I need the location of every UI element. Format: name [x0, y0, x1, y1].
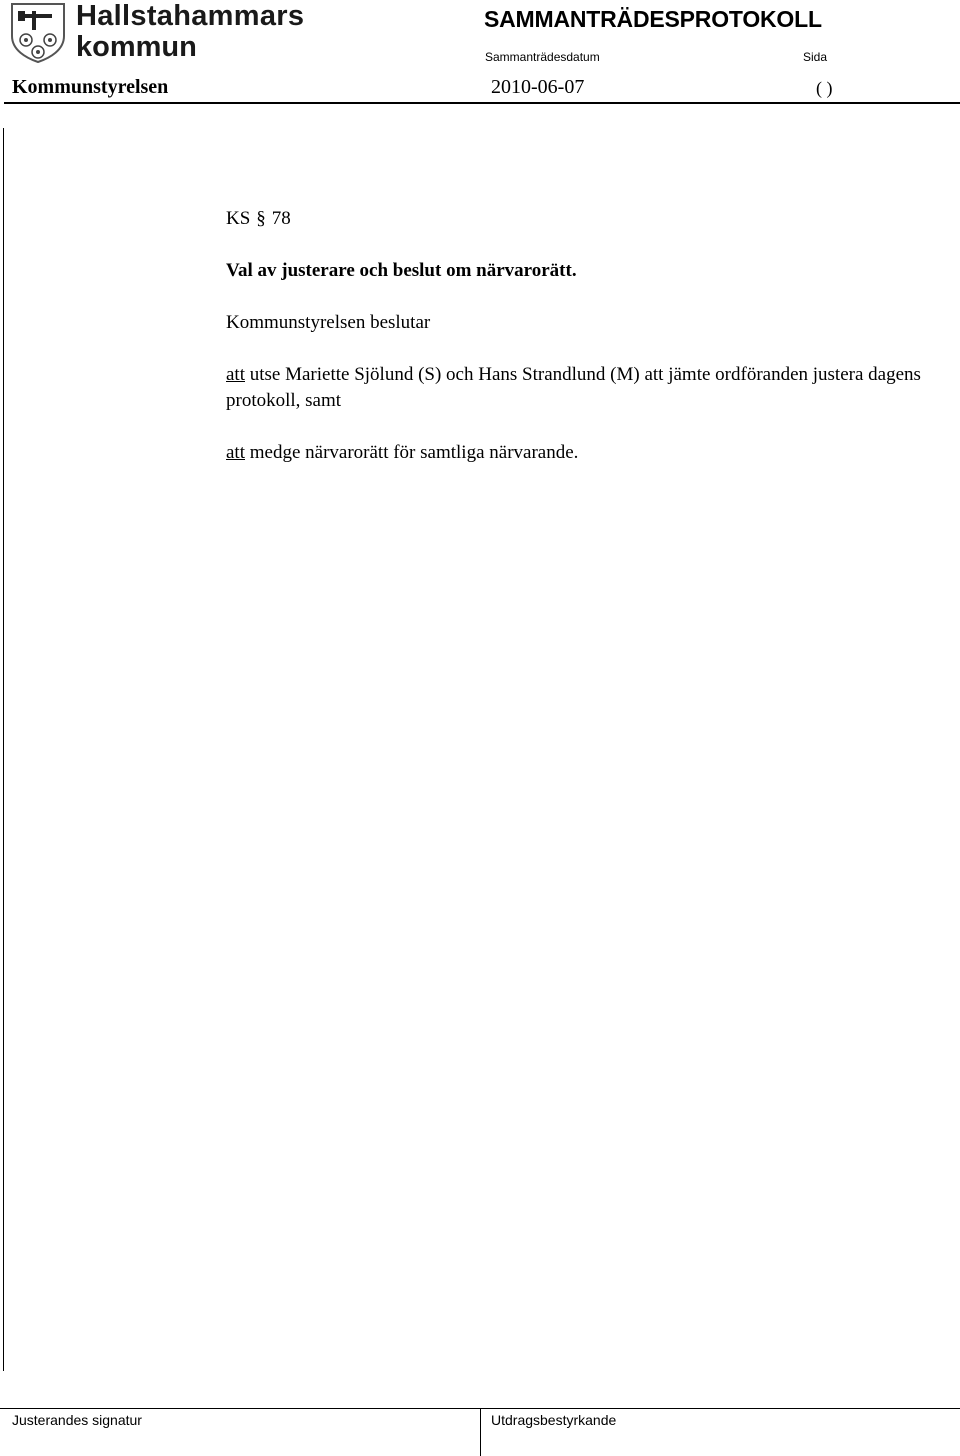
footer-column-divider — [480, 1408, 481, 1456]
att-keyword: att — [226, 442, 245, 463]
decision-text: medge närvarorätt för samtliga närvarande. — [249, 442, 579, 463]
left-margin-rule — [3, 128, 4, 1371]
section-heading: Val av justerare och beslut om närvarorätt. — [226, 260, 577, 281]
logo-wordmark — [76, 2, 304, 62]
att-keyword: att — [226, 364, 245, 385]
decision-item — [226, 362, 946, 414]
signature-label: Justerandes signatur — [12, 1412, 142, 1428]
decision-intro: Kommunstyrelsen beslutar — [226, 312, 431, 333]
meeting-date-label: Sammanträdesdatum — [485, 50, 600, 64]
municipality-logo — [10, 0, 305, 66]
section-identifier — [226, 206, 946, 232]
logo-line-1: Hallstahammars — [76, 0, 305, 32]
section-prefix: KS — [226, 208, 251, 229]
logo-line-2: kommun — [76, 31, 197, 63]
protocol-section — [226, 206, 946, 466]
paragraph-symbol: § — [256, 208, 266, 229]
decision-item — [226, 440, 946, 466]
section-number: 78 — [271, 208, 291, 229]
page-label: Sida — [803, 50, 828, 64]
document-title: SAMMANTRÄDESPROTOKOLL — [484, 6, 822, 32]
meeting-date: 2010-06-07 — [491, 76, 585, 98]
header-divider — [4, 102, 960, 104]
organization-name: Kommunstyrelsen — [12, 76, 169, 98]
decision-text: utse Mariette Sjölund (S) och Hans Strandlund (M) att jämte ordföranden justera dagens protokoll, samt — [226, 364, 921, 411]
coat-of-arms-icon — [10, 2, 66, 64]
page-number: ( ) — [816, 78, 833, 98]
extract-certification-label: Utdragsbestyrkande — [491, 1412, 617, 1428]
